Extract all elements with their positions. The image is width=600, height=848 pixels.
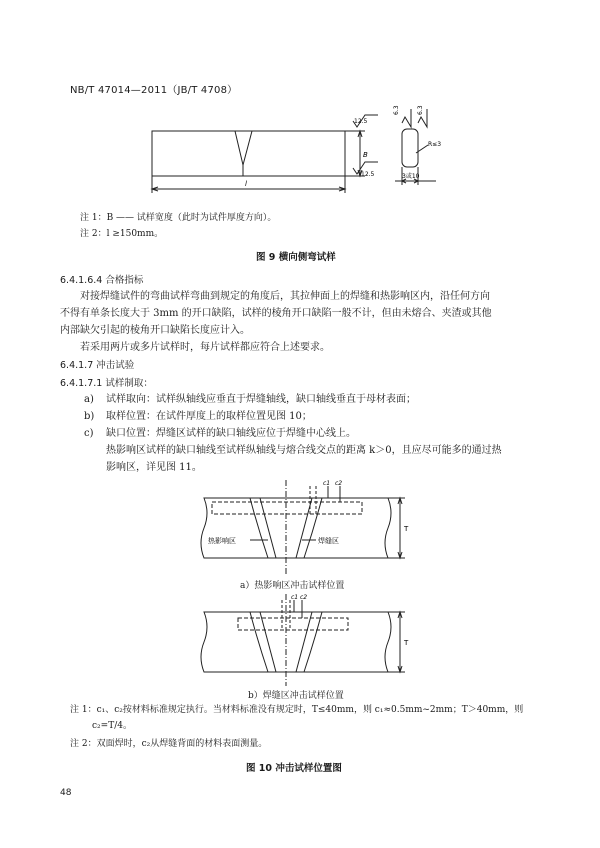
para-line-1: 对接焊缝试件的弯曲试样弯曲到规定的角度后，其拉伸面上的焊缝和热影响区内，沿任何方向 (80, 291, 490, 302)
c2-label: c2 (335, 480, 343, 487)
radius-label: R≤3 (428, 141, 442, 148)
fig10-note-2: 注 2：双面焊时，c₂从焊缝背面的材料表面测量。 (70, 739, 268, 749)
fig10-note-1-line-2: c₂=T/4。 (92, 721, 132, 731)
fig10-title: 图 10 冲击试样位置图 (246, 763, 342, 774)
specimen-bar (152, 131, 345, 176)
roughness-side-label-right: 6.3 (417, 105, 424, 115)
haz-line-1: 热影响区试样的缺口轴线至试样纵轴线与熔合线交点的距离 k＞0，且应尽可能多的通过热 (106, 445, 502, 456)
weld-groove (235, 131, 252, 165)
list-marker: b) (84, 411, 95, 422)
fig10-caption-a: a）热影响区冲击试样位置 (240, 581, 345, 591)
para-line-2: 不得有单条长度大于 3mm 的开口缺陷，试样的棱角开口缺陷一般不计，但由未熔合、夹渣或其他 (60, 308, 492, 319)
para-2: 若采用两片或多片试样时，每片试样都应符合上述要求。 (80, 342, 330, 353)
list-item: 缺口位置：焊缝区试样的缺口轴线应位于焊缝中心线上。 (106, 428, 356, 439)
section-6-4-1-6-4-heading: 6.4.1.6.4 合格指标 (60, 275, 144, 286)
fig9-note-1: 注 1：B —— 试样宽度（此时为试件厚度方向）。 (80, 213, 277, 223)
fig9-title: 图 9 横向侧弯试样 (256, 252, 336, 263)
c1-label: c1 (323, 480, 331, 487)
width-label-B: B (363, 151, 368, 159)
list-marker: c) (84, 428, 94, 439)
para-line-3: 内部缺欠引起的棱角开口缺陷长度应计入。 (60, 325, 250, 336)
figure-10a-drawing (190, 476, 420, 581)
thickness-label: 3或10 (402, 173, 420, 180)
fig9-note-2: 注 2：l ≥150mm。 (80, 229, 164, 239)
list-marker: a) (84, 394, 94, 405)
specimen-outline (201, 498, 391, 558)
specimen-outline (201, 612, 391, 672)
standard-header: NB/T 47014—2011（JB/T 4708） (70, 85, 238, 96)
page-number: 48 (60, 788, 72, 798)
figure-10b-drawing (190, 590, 420, 690)
section-6-4-1-7-1-heading: 6.4.1.7.1 试样制取： (60, 378, 153, 389)
list-item: 试样取向：试样纵轴线应垂直于焊缝轴线，缺口轴线垂直于母材表面； (106, 394, 416, 405)
c1-label: c1 (291, 594, 299, 601)
thickness-label-T: T (404, 639, 409, 647)
haz-line-2: 影响区，详见图 11。 (106, 462, 202, 473)
fig10-note-1-line-1: 注 1：c₁、c₂按材料标准规定执行。当材料标准没有规定时，T≤40mm，则 c₁≈0.5mm~2mm；T＞40mm，则 (70, 705, 524, 715)
roughness-bottom-label: 12.5 (361, 171, 375, 178)
haz-label: 热影响区 (208, 537, 236, 545)
roughness-side-label-left: 6.3 (393, 105, 400, 115)
specimen-cross-section (402, 129, 418, 167)
thickness-label-T: T (404, 525, 409, 533)
length-label-l: l (245, 180, 247, 188)
figure-9-drawing (140, 105, 460, 200)
section-6-4-1-7-heading: 6.4.1.7 冲击试验 (60, 360, 135, 371)
fig10-caption-b: b）焊缝区冲击试样位置 (248, 691, 344, 701)
weld-zone-label: 焊缝区 (318, 537, 339, 545)
c2-label: c2 (300, 594, 308, 601)
roughness-top-label: 12.5 (354, 118, 368, 125)
list-item: 取样位置：在试件厚度上的取样位置见图 10； (106, 411, 312, 422)
